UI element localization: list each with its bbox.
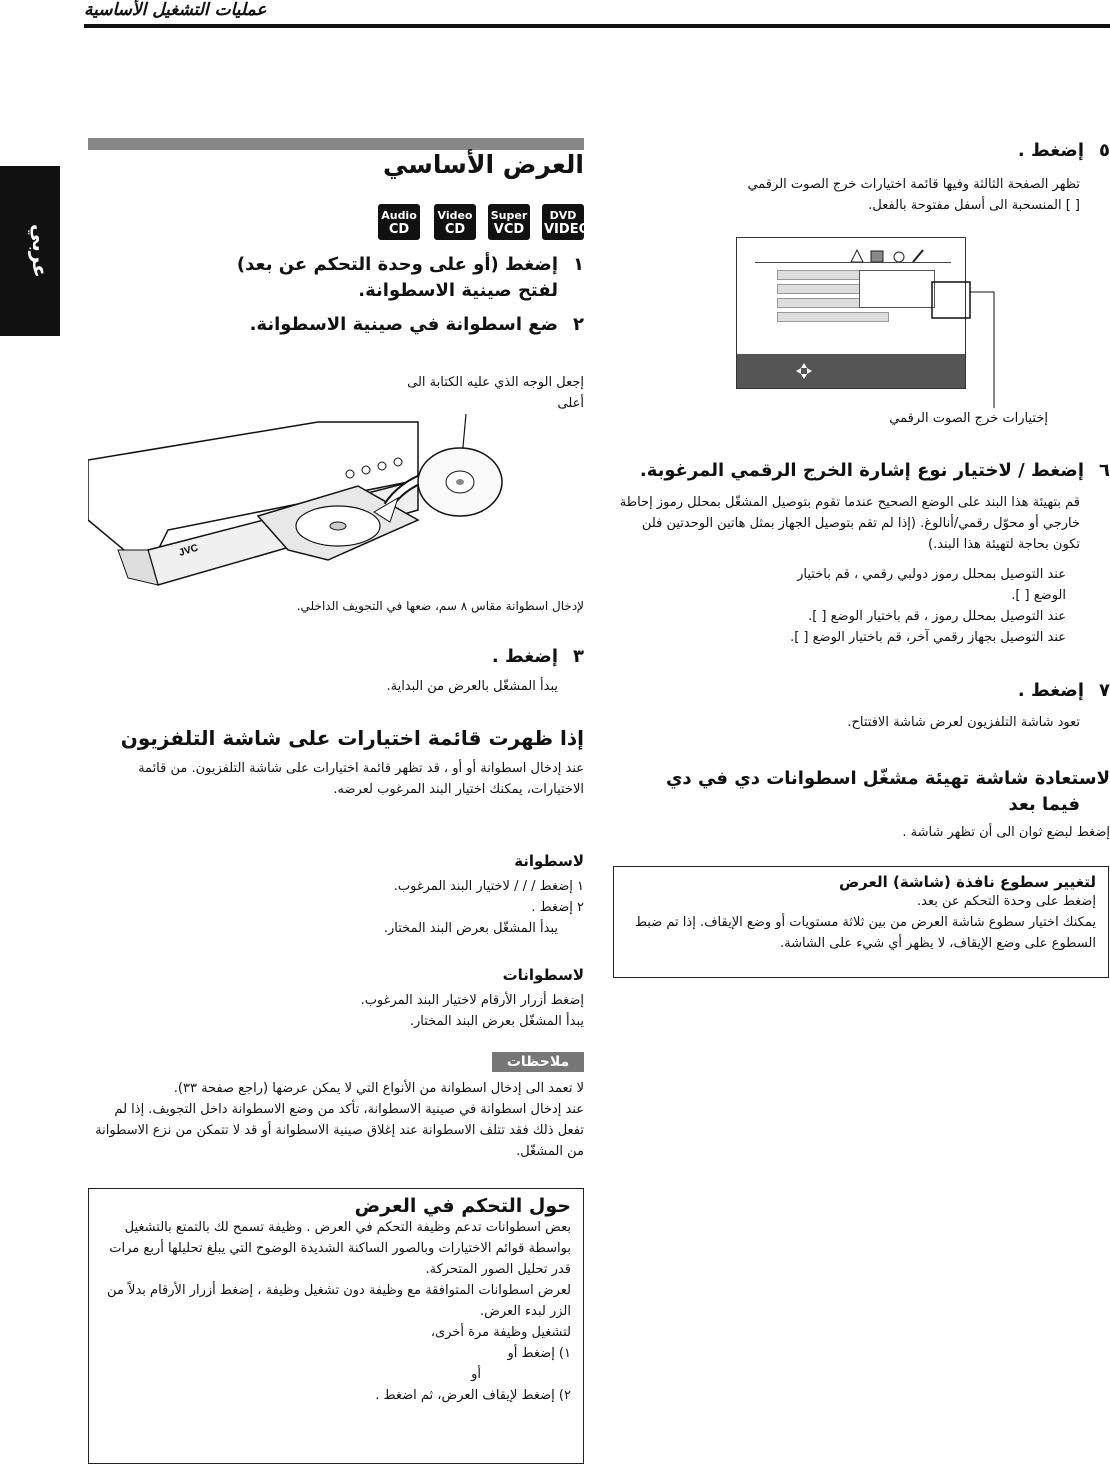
step-1-text: إضغط (أو على وحدة التحكم عن بعد) bbox=[236, 254, 558, 275]
note-item: عند إدخال اسطوانة في صينية الاسطوانة، تأكد من وضع الاسطوانة داخل التجويف. إذا لم تفعل ذلك فقد تتلف الاسطوانة عند إغلاق صينية الاسطوانة أو قد لا تتمكن من نزع الاسطوانة من المشغّل. bbox=[95, 1102, 584, 1159]
header-rule bbox=[84, 24, 1110, 28]
subsection-1-steps bbox=[88, 876, 584, 939]
badge-line2: CD bbox=[444, 222, 466, 237]
step-5-desc-line: تظهر الصفحة الثالثة وفيها قائمة اختيارات خرج الصوت الرقمي bbox=[747, 177, 1080, 192]
step-6-option: عند التوصيل بمحلل رموز دولبي رقمي ، قم باختيار bbox=[797, 567, 1066, 582]
menu-section-title: إذا ظهرت قائمة اختيارات على شاشة التلفزيون bbox=[120, 726, 584, 750]
section-title: العرض الأساسي bbox=[383, 150, 584, 179]
pbc-step-continued: أو bbox=[471, 1367, 481, 1382]
restore-title bbox=[614, 766, 1110, 818]
subsection-1-line: يبدأ المشغّل بعرض البند المختار. bbox=[383, 921, 558, 936]
screen-callout-lines bbox=[930, 280, 1040, 410]
pbc-step: ١) إضغط أو bbox=[507, 1346, 571, 1361]
step-5-desc-line: [ ] المنسحبة الى أسفل مفتوحة بالفعل. bbox=[868, 198, 1080, 213]
step-number: ٣ bbox=[573, 646, 584, 667]
subsection-2-line: إضغط أزرار الأرقام لاختيار البند المرغوب. bbox=[360, 993, 584, 1008]
brightness-line: يمكنك اختيار سطوع شاشة العرض من بين ثلاثة مستويات أو وضع الإيقاف. إذا تم ضبط السطوع على وضع الإيقاف، لا يظهر أي شيء على الشاشة. bbox=[634, 915, 1096, 951]
badge-line2: VCD bbox=[493, 222, 525, 237]
brightness-box bbox=[613, 866, 1109, 978]
step-number: ٥ bbox=[1099, 140, 1110, 161]
subsection-title-1: لاسطوانة bbox=[514, 852, 584, 870]
disc-icon bbox=[418, 448, 502, 516]
restore-title-line: فيما بعد bbox=[1008, 794, 1080, 815]
badge-line1: Audio bbox=[381, 209, 417, 222]
badge-line1: Video bbox=[437, 209, 473, 222]
step-number: ٦ bbox=[1099, 460, 1110, 481]
step-number: ١ bbox=[573, 254, 584, 275]
step-6-text: إضغط / لاختيار نوع إشارة الخرج الرقمي المرغوبة. bbox=[639, 460, 1084, 481]
step-number: ٧ bbox=[1099, 680, 1110, 701]
section-bar bbox=[88, 138, 584, 150]
screen-caption: إختيارات خرج الصوت الرقمي bbox=[889, 411, 1048, 426]
restore-title-line: لاستعادة شاشة تهيئة مشغّل اسطوانات دي في دي bbox=[665, 768, 1110, 789]
step-3-description: يبدأ المشغّل بالعرض من البداية. bbox=[386, 679, 558, 694]
badge-line1: DVD bbox=[549, 209, 577, 222]
menu-section-paragraph: عند إدخال اسطوانة أو أو ، قد تظهر قائمة اختيارات على شاشة التلفزيون. من قائمة الاختيارات، يمكنك اختيار البند المرغوب لعرضه. bbox=[138, 761, 584, 797]
running-header: عمليات التشغيل الأساسية bbox=[84, 0, 267, 20]
note-item: لا تعمد الى إدخال اسطوانة من الأنواع التي لا يمكن عرضها (راجع صفحة ٣٣). bbox=[173, 1081, 584, 1096]
step-3-text: إضغط . bbox=[491, 646, 558, 667]
step-1 bbox=[88, 252, 584, 278]
step-3 bbox=[88, 644, 584, 670]
brightness-line: إضغط على وحدة التحكم عن بعد. bbox=[917, 894, 1096, 909]
disc-badge-video-cd bbox=[434, 204, 476, 240]
badge-line2: CD bbox=[388, 222, 410, 237]
step-5-description bbox=[614, 174, 1080, 216]
pbc-title: حول التحكم في العرض bbox=[354, 1195, 571, 1217]
step-6-description: قم بتهيئة هذا البند على الوضع الصحيح عندما تقوم بتوصيل المشغّل بمحلل رموز إحاطة خارجي أو محوّل رقمي/أنالوغ. (إذا لم تقم بتوصيل الجهاز بمثل هاتين الوحدتين فلن تكون بحاجة لتهيئة هذا البند.) bbox=[619, 495, 1080, 552]
step-1-continued: لفتح صينية الاسطوانة. bbox=[358, 280, 558, 301]
cursor-keys-icon bbox=[795, 362, 813, 380]
step-2-text: ضع اسطوانة في صينية الاسطوانة. bbox=[249, 314, 558, 335]
figure-label-line1: إجعل الوجه الذي عليه الكتابة الى bbox=[407, 375, 584, 390]
language-tab bbox=[0, 166, 60, 336]
pbc-paragraph: لتشغيل وظيفة مرة أخرى، bbox=[430, 1325, 571, 1340]
dvd-player-illustration bbox=[88, 400, 584, 600]
subsection-title-2: لاسطوانات bbox=[502, 966, 584, 984]
step-5 bbox=[614, 138, 1110, 164]
step-6-options bbox=[614, 564, 1066, 648]
step-7-text: إضغط . bbox=[1017, 680, 1084, 701]
subsection-1-line: ٢ إضغط . bbox=[531, 900, 584, 915]
disc-badge-dvd-video bbox=[542, 204, 590, 240]
disc-badge-audio-cd bbox=[378, 204, 420, 240]
badge-line1: Super bbox=[490, 209, 528, 222]
step-6 bbox=[614, 458, 1110, 484]
pbc-paragraph: لعرض اسطوانات المتوافقة مع وظيفة دون تشغيل وظيفة ، إضغط أزرار الأرقام بدلاً من الزر لبدء العرض. bbox=[107, 1283, 571, 1319]
pbc-paragraph: بعض اسطوانات تدعم وظيفة التحكم في العرض . وظيفة تسمح لك بالتمتع بالتشغيل بواسطة قوائم الاختيارات وبالصور الساكنة الشديدة الوضوح التي يبلغ تحليلها أربع مرات قدر تحليل الصور المتحركة. bbox=[109, 1220, 571, 1277]
brightness-title: لتغيير سطوع نافذة (شاشة) العرض bbox=[839, 873, 1096, 891]
step-7 bbox=[614, 678, 1110, 704]
disc-badge-super-vcd bbox=[488, 204, 530, 240]
notes-list bbox=[88, 1078, 584, 1162]
pbc-box bbox=[88, 1188, 584, 1464]
step-2 bbox=[88, 312, 584, 338]
restore-description: إضغط لبضع ثوان الى أن تظهر شاشة . bbox=[902, 825, 1110, 840]
step-6-option: عند التوصيل بمحلل رموز ، قم باختيار الوضع [ ]. bbox=[808, 609, 1066, 624]
step-6-option: عند التوصيل بجهاز رقمي آخر، قم باختيار الوضع [ ]. bbox=[790, 630, 1066, 645]
language-tab-label: عربي bbox=[28, 224, 52, 278]
subsection-2-text bbox=[88, 990, 584, 1032]
subsection-1-line: ١ إضغط / / / لاختيار البند المرغوب. bbox=[393, 879, 584, 894]
step-5-text: إضغط . bbox=[1017, 140, 1084, 161]
figure-label-line2: أعلى bbox=[557, 396, 584, 411]
notes-label: ملاحظات bbox=[492, 1052, 584, 1072]
step-7-description: تعود شاشة التلفزيون لعرض شاشة الافتتاح. bbox=[847, 715, 1080, 730]
digital-output-dropdown bbox=[859, 270, 935, 308]
figure-caption: لإدخال اسطوانة مقاس ٨ سم، ضعها في التجويف الداخلي. bbox=[296, 599, 584, 613]
step-6-option: الوضع [ ]. bbox=[1011, 588, 1066, 603]
badge-line2: VIDEO bbox=[544, 222, 590, 237]
pbc-step: ٢) إضغط لإيقاف العرض، ثم اضغط . bbox=[375, 1388, 571, 1403]
brand-logo: JVC bbox=[177, 542, 200, 559]
subsection-2-line: يبدأ المشغّل بعرض البند المختار. bbox=[409, 1014, 584, 1029]
step-number: ٢ bbox=[573, 314, 584, 335]
setup-row bbox=[777, 312, 889, 322]
